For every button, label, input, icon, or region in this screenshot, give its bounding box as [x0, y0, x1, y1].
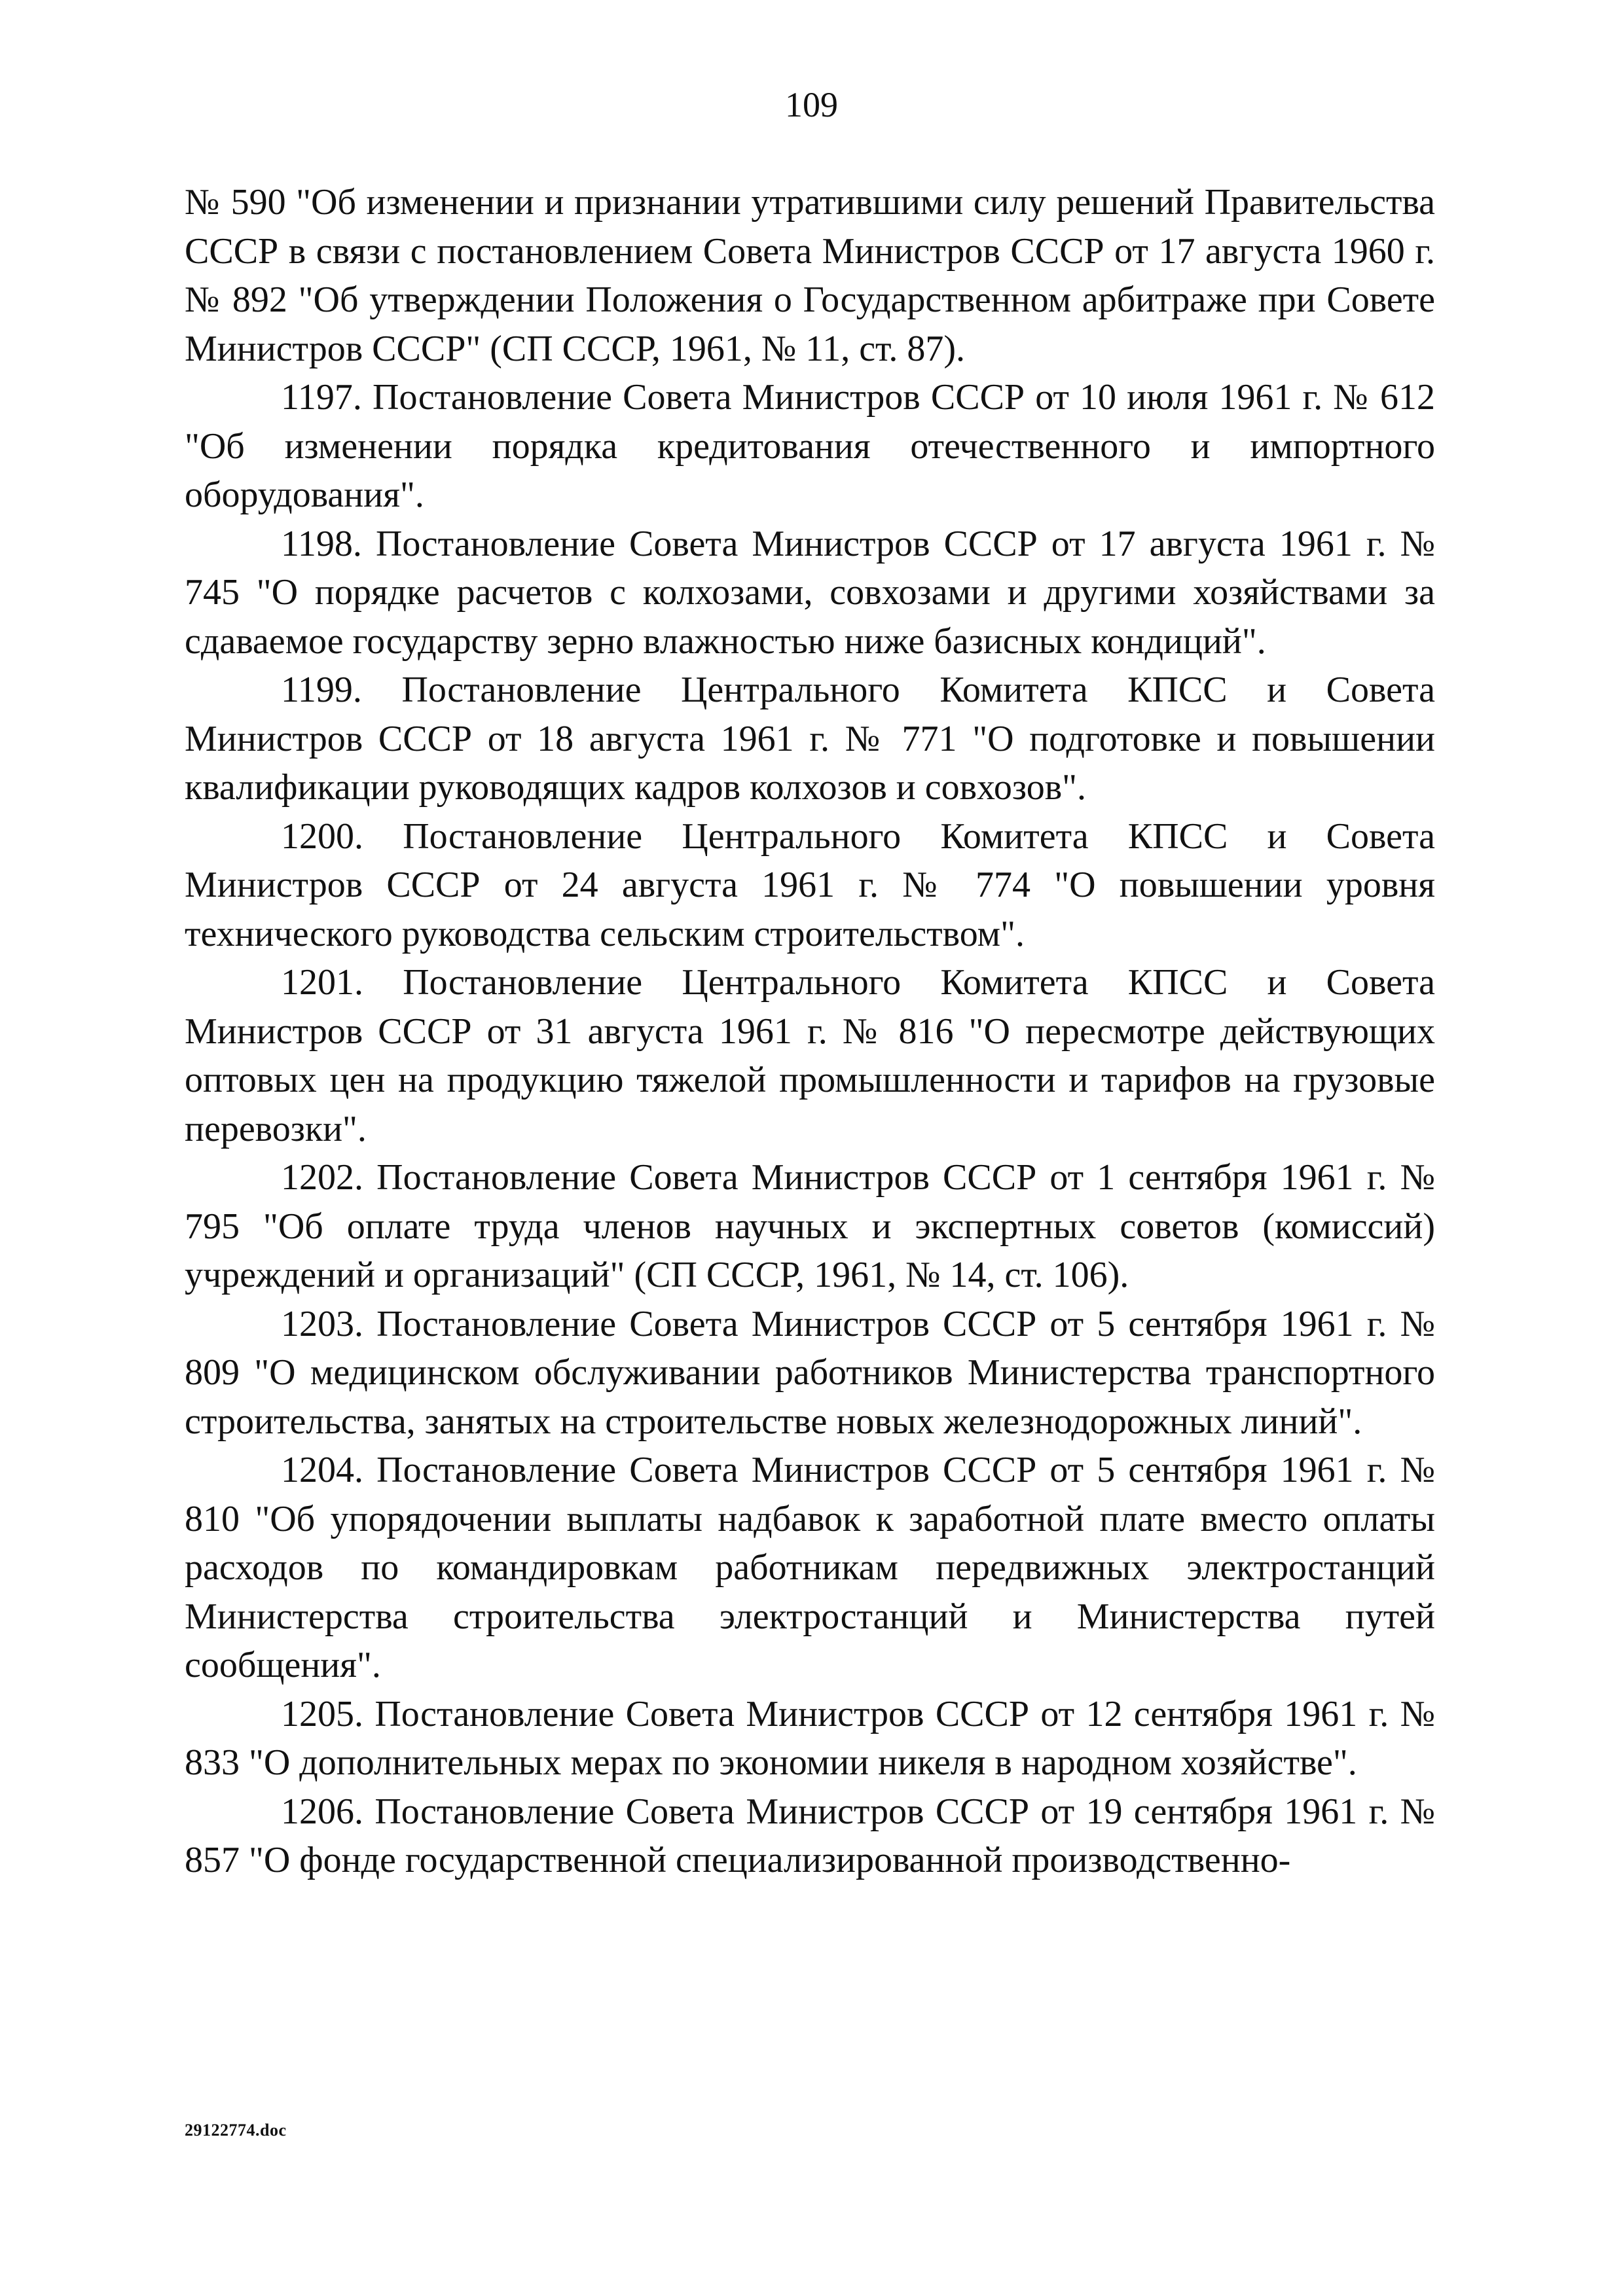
footer-filename: 29122774.doc	[185, 2121, 287, 2140]
paragraph-item-1198: 1198. Постановление Совета Министров СССР от 17 августа 1961 г. № 745 "О порядке расчетов с колхозами, совхозами и другими хозяйствами за сдаваемое государству зерно влажностью ниже базисных кондиций".	[185, 523, 1435, 662]
paragraph-item-1203: 1203. Постановление Совета Министров СССР от 5 сентября 1961 г. № 809 "О медицинском обслуживании работников Министерства транспортного строительства, занятых на строительстве новых железнодорожных линий".	[185, 1303, 1435, 1442]
paragraph-item-1197: 1197. Постановление Совета Министров СССР от 10 июля 1961 г. № 612 "Об изменении порядка кредитования отечественного и импортного оборудования".	[185, 377, 1435, 515]
paragraph-item-1201: 1201. Постановление Центрального Комитета КПСС и Совета Министров СССР от 31 августа 1961 г. № 816 "О пересмотре действующих оптовых цен на продукцию тяжелой промышленности и тарифов на грузовые перевозки".	[185, 962, 1435, 1149]
page-number: 109	[785, 85, 838, 124]
paragraph-item-1206: 1206. Постановление Совета Министров СССР от 19 сентября 1961 г. № 857 "О фонде государственной специализированной производственно-	[185, 1791, 1435, 1880]
paragraph-item-1200: 1200. Постановление Центрального Комитета КПСС и Совета Министров СССР от 24 августа 1961 г. № 774 "О повышении уровня технического руководства сельским строительством".	[185, 816, 1435, 954]
paragraph-item-1204: 1204. Постановление Совета Министров СССР от 5 сентября 1961 г. № 810 "Об упорядочении выплаты надбавок к заработной плате вместо оплаты расходов по командировкам работникам передвижных электростанций Министерства строительства электростанций и Министерства путей сообщения".	[185, 1450, 1435, 1685]
paragraph-item-1202: 1202. Постановление Совета Министров СССР от 1 сентября 1961 г. № 795 "Об оплате труда членов научных и экспертных советов (комиссий) учреждений и организаций" (СП СССР, 1961, № 14, ст. 106).	[185, 1157, 1435, 1295]
paragraph-continuation: № 590 "Об изменении и признании утратившими силу решений Правительства СССР в связи с постановлением Совета Министров СССР от 17 августа 1960 г. № 892 "Об утверждении Положения о Государственном арбитраже при Совете Министров СССР" (СП СССР, 1961, № 11, ст. 87).	[185, 182, 1435, 369]
paragraph-item-1205: 1205. Постановление Совета Министров СССР от 12 сентября 1961 г. № 833 "О дополнительных мерах по экономии никеля в народном хозяйстве".	[185, 1693, 1435, 1783]
document-body	[185, 178, 1435, 1885]
paragraph-item-1199: 1199. Постановление Центрального Комитета КПСС и Совета Министров СССР от 18 августа 1961 г. № 771 "О подготовке и повышении квалификации руководящих кадров колхозов и совхозов".	[185, 670, 1435, 808]
